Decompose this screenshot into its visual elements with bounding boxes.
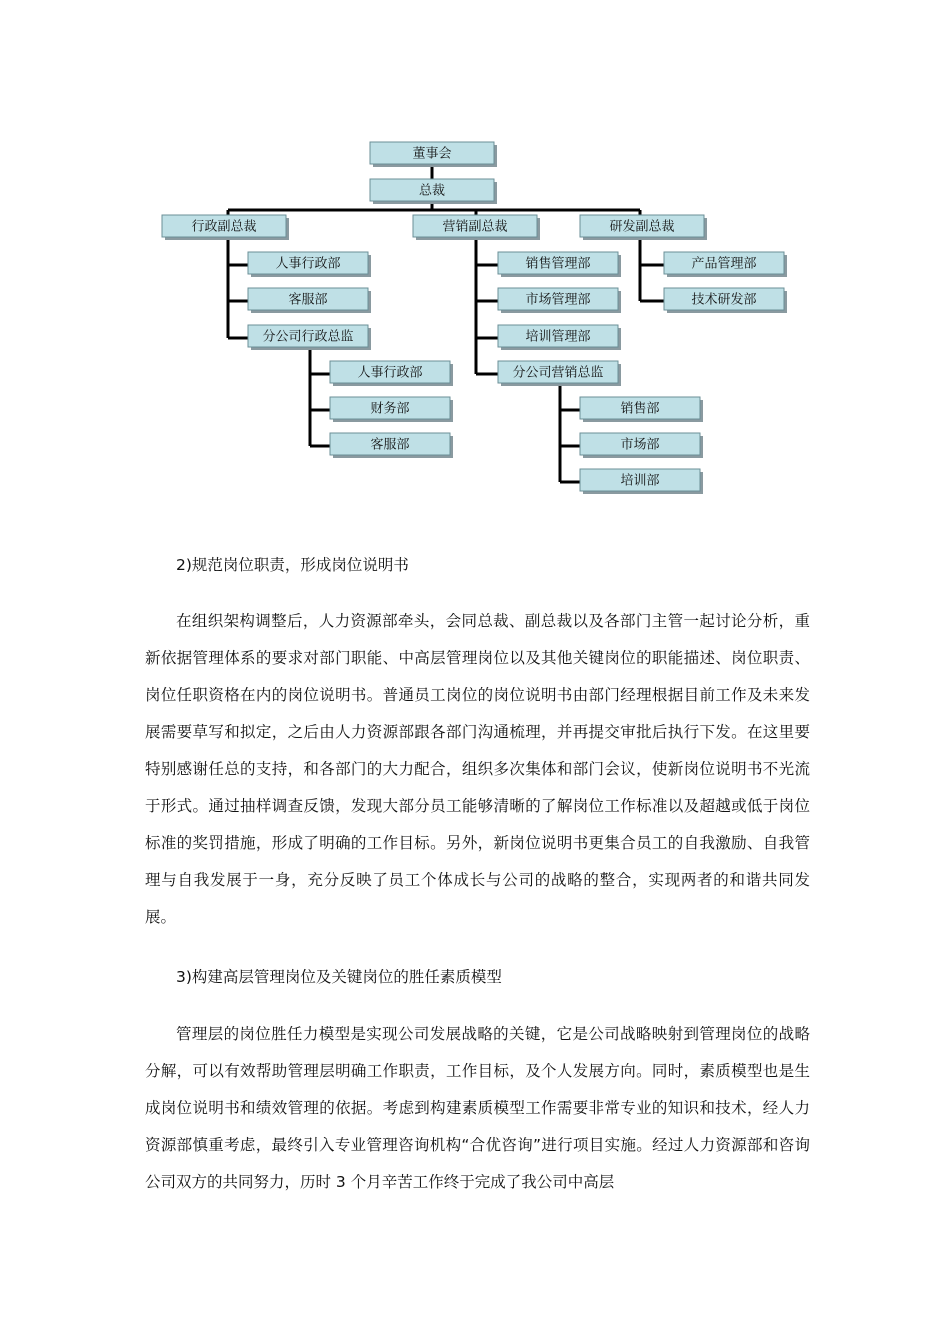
svg-text:研发副总裁: 研发副总裁 (609, 219, 675, 235)
org-node-sales-training (498, 325, 621, 350)
org-node-branch-market (580, 433, 703, 458)
org-node-admin-hr (248, 252, 371, 277)
svg-text:产品管理部: 产品管理部 (691, 256, 757, 272)
org-node-branch-admin-finance (330, 397, 453, 422)
org-node-sales-market (498, 288, 621, 313)
org-node-branch-sales (580, 397, 703, 422)
svg-text:销售管理部: 销售管理部 (525, 256, 591, 272)
svg-text:董事会: 董事会 (412, 146, 452, 162)
org-node-admin-cs (248, 288, 371, 313)
section3-body (145, 1016, 810, 1201)
svg-text:客服部: 客服部 (288, 292, 328, 308)
org-node-admin-branch (248, 325, 371, 350)
org-node-sales-branch (498, 361, 621, 386)
org-node-vp-admin (162, 215, 289, 240)
org-node-branch-admin-hr (330, 361, 453, 386)
org-node-branch-training (580, 469, 703, 494)
org-node-board (370, 142, 497, 167)
svg-text:总裁: 总裁 (418, 183, 446, 199)
svg-text:营销副总裁: 营销副总裁 (442, 219, 508, 235)
org-node-rd-product (664, 252, 787, 277)
section2-heading: 2)规范岗位职责，形成岗位说明书 (176, 556, 409, 574)
svg-text:分公司行政总监: 分公司行政总监 (262, 329, 354, 345)
org-chart (0, 0, 950, 520)
section3-paragraph: 管理层的岗位胜任力模型是实现公司发展战略的关键，它是公司战略映射到管理岗位的战略分解，可以有效帮助管理层明确工作职责，工作目标，及个人发展方向。同时，素质模型也是生成岗位说明书和绩效管理的依据。考虑到构建素质模型工作需要非常专业的知识和技术，经人力资源部慎重考虑，最终引入专业管理咨询机构“合优咨询”进行项目实施。经过人力资源部和咨询公司双方的共同努力，历时 3 个月辛苦工作终于完成了我公司中高层 (145, 1025, 810, 1191)
svg-text:市场部: 市场部 (620, 437, 660, 453)
svg-text:培训部: 培训部 (620, 473, 660, 489)
svg-text:销售部: 销售部 (620, 401, 660, 417)
org-node-rd-tech (664, 288, 787, 313)
org-node-branch-admin-cs (330, 433, 453, 458)
svg-text:市场管理部: 市场管理部 (525, 292, 591, 308)
org-node-president (370, 179, 497, 204)
svg-text:分公司营销总监: 分公司营销总监 (512, 365, 604, 381)
org-node-vp-rd (580, 215, 707, 240)
svg-text:客服部: 客服部 (370, 437, 410, 453)
svg-text:行政副总裁: 行政副总裁 (191, 219, 257, 235)
svg-text:培训管理部: 培训管理部 (525, 329, 591, 345)
svg-text:人事行政部: 人事行政部 (357, 365, 423, 381)
svg-text:人事行政部: 人事行政部 (275, 256, 341, 272)
org-node-sales-mgmt (498, 252, 621, 277)
section2-paragraph: 在组织架构调整后，人力资源部牵头，会同总裁、副总裁以及各部门主管一起讨论分析，重新依据管理体系的要求对部门职能、中高层管理岗位以及其他关键岗位的职能描述、岗位职责、岗位任职资格在内的岗位说明书。普通员工岗位的岗位说明书由部门经理根据目前工作及未来发展需要草写和拟定，之后由人力资源部跟各部门沟通梳理，并再提交审批后执行下发。在这里要特别感谢任总的支持，和各部门的大力配合，组织多次集体和部门会议，使新岗位说明书不光流于形式。通过抽样调查反馈，发现大部分员工能够清晰的了解岗位工作标准以及超越或低于岗位标准的奖罚措施，形成了明确的工作目标。另外，新岗位说明书更集合员工的自我激励、自我管理与自我发展于一身，充分反映了员工个体成长与公司的战略的整合，实现两者的和谐共同发展。 (145, 612, 810, 926)
section3-heading: 3)构建高层管理岗位及关键岗位的胜任素质模型 (176, 968, 502, 986)
section2-body (145, 603, 810, 936)
svg-text:财务部: 财务部 (370, 401, 410, 417)
svg-text:技术研发部: 技术研发部 (691, 292, 757, 308)
org-node-vp-sales (413, 215, 540, 240)
